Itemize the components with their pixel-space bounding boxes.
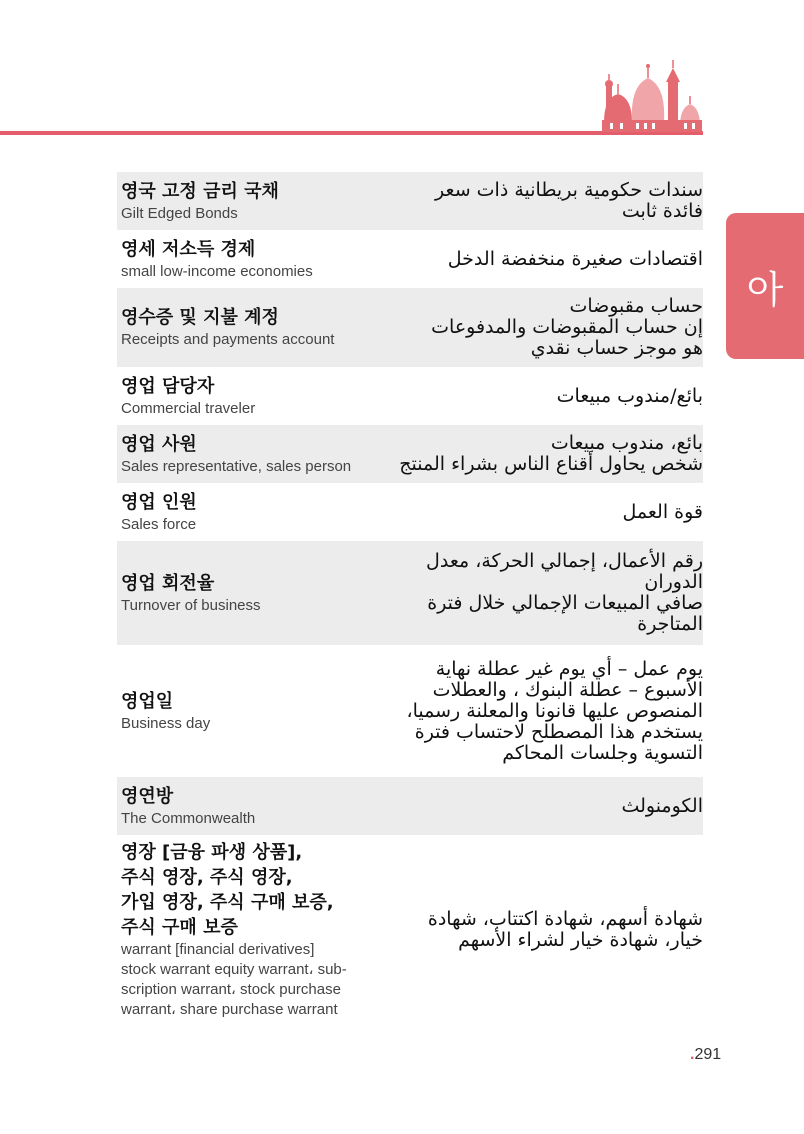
term-column <box>121 840 381 1020</box>
page-number-value: 291 <box>694 1046 722 1063</box>
korean-term: 영세 저소득 경제 <box>121 238 256 260</box>
mosque-icon <box>600 56 704 134</box>
arabic-translation: رقم الأعمال، إجمالي الحركة، معدل الدوران صافي المبيعات الإجمالي خلال فترة المتاجرة <box>426 550 703 635</box>
term-column <box>121 490 381 535</box>
glossary-row <box>117 288 703 367</box>
korean-term: 영업 담당자 <box>121 375 215 397</box>
korean-term: 영업 회전율 <box>121 572 215 594</box>
glossary-table <box>117 172 703 1025</box>
korean-term: 영업 인원 <box>121 491 197 513</box>
term-column <box>121 305 381 350</box>
term-column <box>121 374 381 419</box>
glossary-row <box>117 483 703 541</box>
arabic-translation: سندات حكومية بريطانية ذات سعر فائدة ثابت <box>435 179 703 222</box>
term-column <box>121 784 381 829</box>
korean-term: 영업일 <box>121 690 174 712</box>
english-term: Gilt Edged Bonds <box>121 204 238 222</box>
page-number-dot: . <box>690 1046 695 1063</box>
english-term: Sales force <box>121 515 197 533</box>
glossary-row <box>117 425 703 483</box>
term-column <box>121 237 381 282</box>
arabic-translation: يوم عمل – أي يوم غير عطلة نهاية الأسبوع – عطلة البنوك ، والعطلات المنصوص عليها قانونا والمعلنة رسميا، يستخدم هذا المصطلح لاحتساب فترة التسوية وجلسات المحاكم <box>406 657 703 764</box>
arabic-translation: اقتصادات صغيرة منخفضة الدخل <box>447 247 703 270</box>
arabic-translation: قوة العمل <box>622 500 703 523</box>
arabic-translation: بائع، مندوب مبيعات شخص يحاول أقناع الناس بشراء المنتج <box>399 432 703 475</box>
korean-term: 영수증 및 지불 계정 <box>121 307 279 328</box>
header-rule <box>0 131 703 135</box>
term-column <box>121 179 381 224</box>
glossary-row <box>117 541 703 645</box>
korean-term: 영국 고정 금리 국채 <box>121 180 279 202</box>
arabic-translation: حساب مقبوضات إن حساب المقبوضات والمدفوعات هو موجز حساب نقدي <box>431 295 703 359</box>
english-term: Commercial traveler <box>121 399 256 417</box>
section-tab: 아 <box>726 213 804 359</box>
glossary-row <box>117 172 703 230</box>
arabic-translation: بائع/مندوب مبيعات <box>556 384 703 407</box>
korean-term: 영업 사원 <box>121 433 197 455</box>
arabic-translation: الكومنولث <box>621 794 703 817</box>
english-term: The Commonwealth <box>121 809 256 827</box>
english-term: Business day <box>121 714 211 732</box>
arabic-translation: شهادة أسهم، شهادة اكتتاب، شهادة خيار، شهادة خيار لشراء الأسهم <box>427 908 703 951</box>
page-number <box>690 1046 721 1064</box>
english-term: small low-income economies <box>121 262 313 280</box>
english-term: Turnover of business <box>121 596 261 614</box>
term-column <box>121 432 381 477</box>
glossary-row <box>117 230 703 288</box>
term-column <box>121 689 381 734</box>
korean-term: 영장 [금융 파생 상품], 주식 영장, 주식 영장, 가입 영장, 주식 구매 보증, 주식 구매 보증 <box>121 842 334 938</box>
glossary-row <box>117 835 703 1025</box>
glossary-row <box>117 645 703 777</box>
korean-term: 영연방 <box>121 785 174 807</box>
term-column <box>121 571 381 616</box>
glossary-row <box>117 777 703 835</box>
english-term: Sales representative, sales person <box>121 457 352 475</box>
english-term: Receipts and payments account <box>121 331 335 348</box>
english-term: warrant [financial derivatives] stock warrant equity warrant، sub- scription warrant، stock purchase warrant، share purchase warrant <box>121 941 347 1018</box>
glossary-row <box>117 367 703 425</box>
